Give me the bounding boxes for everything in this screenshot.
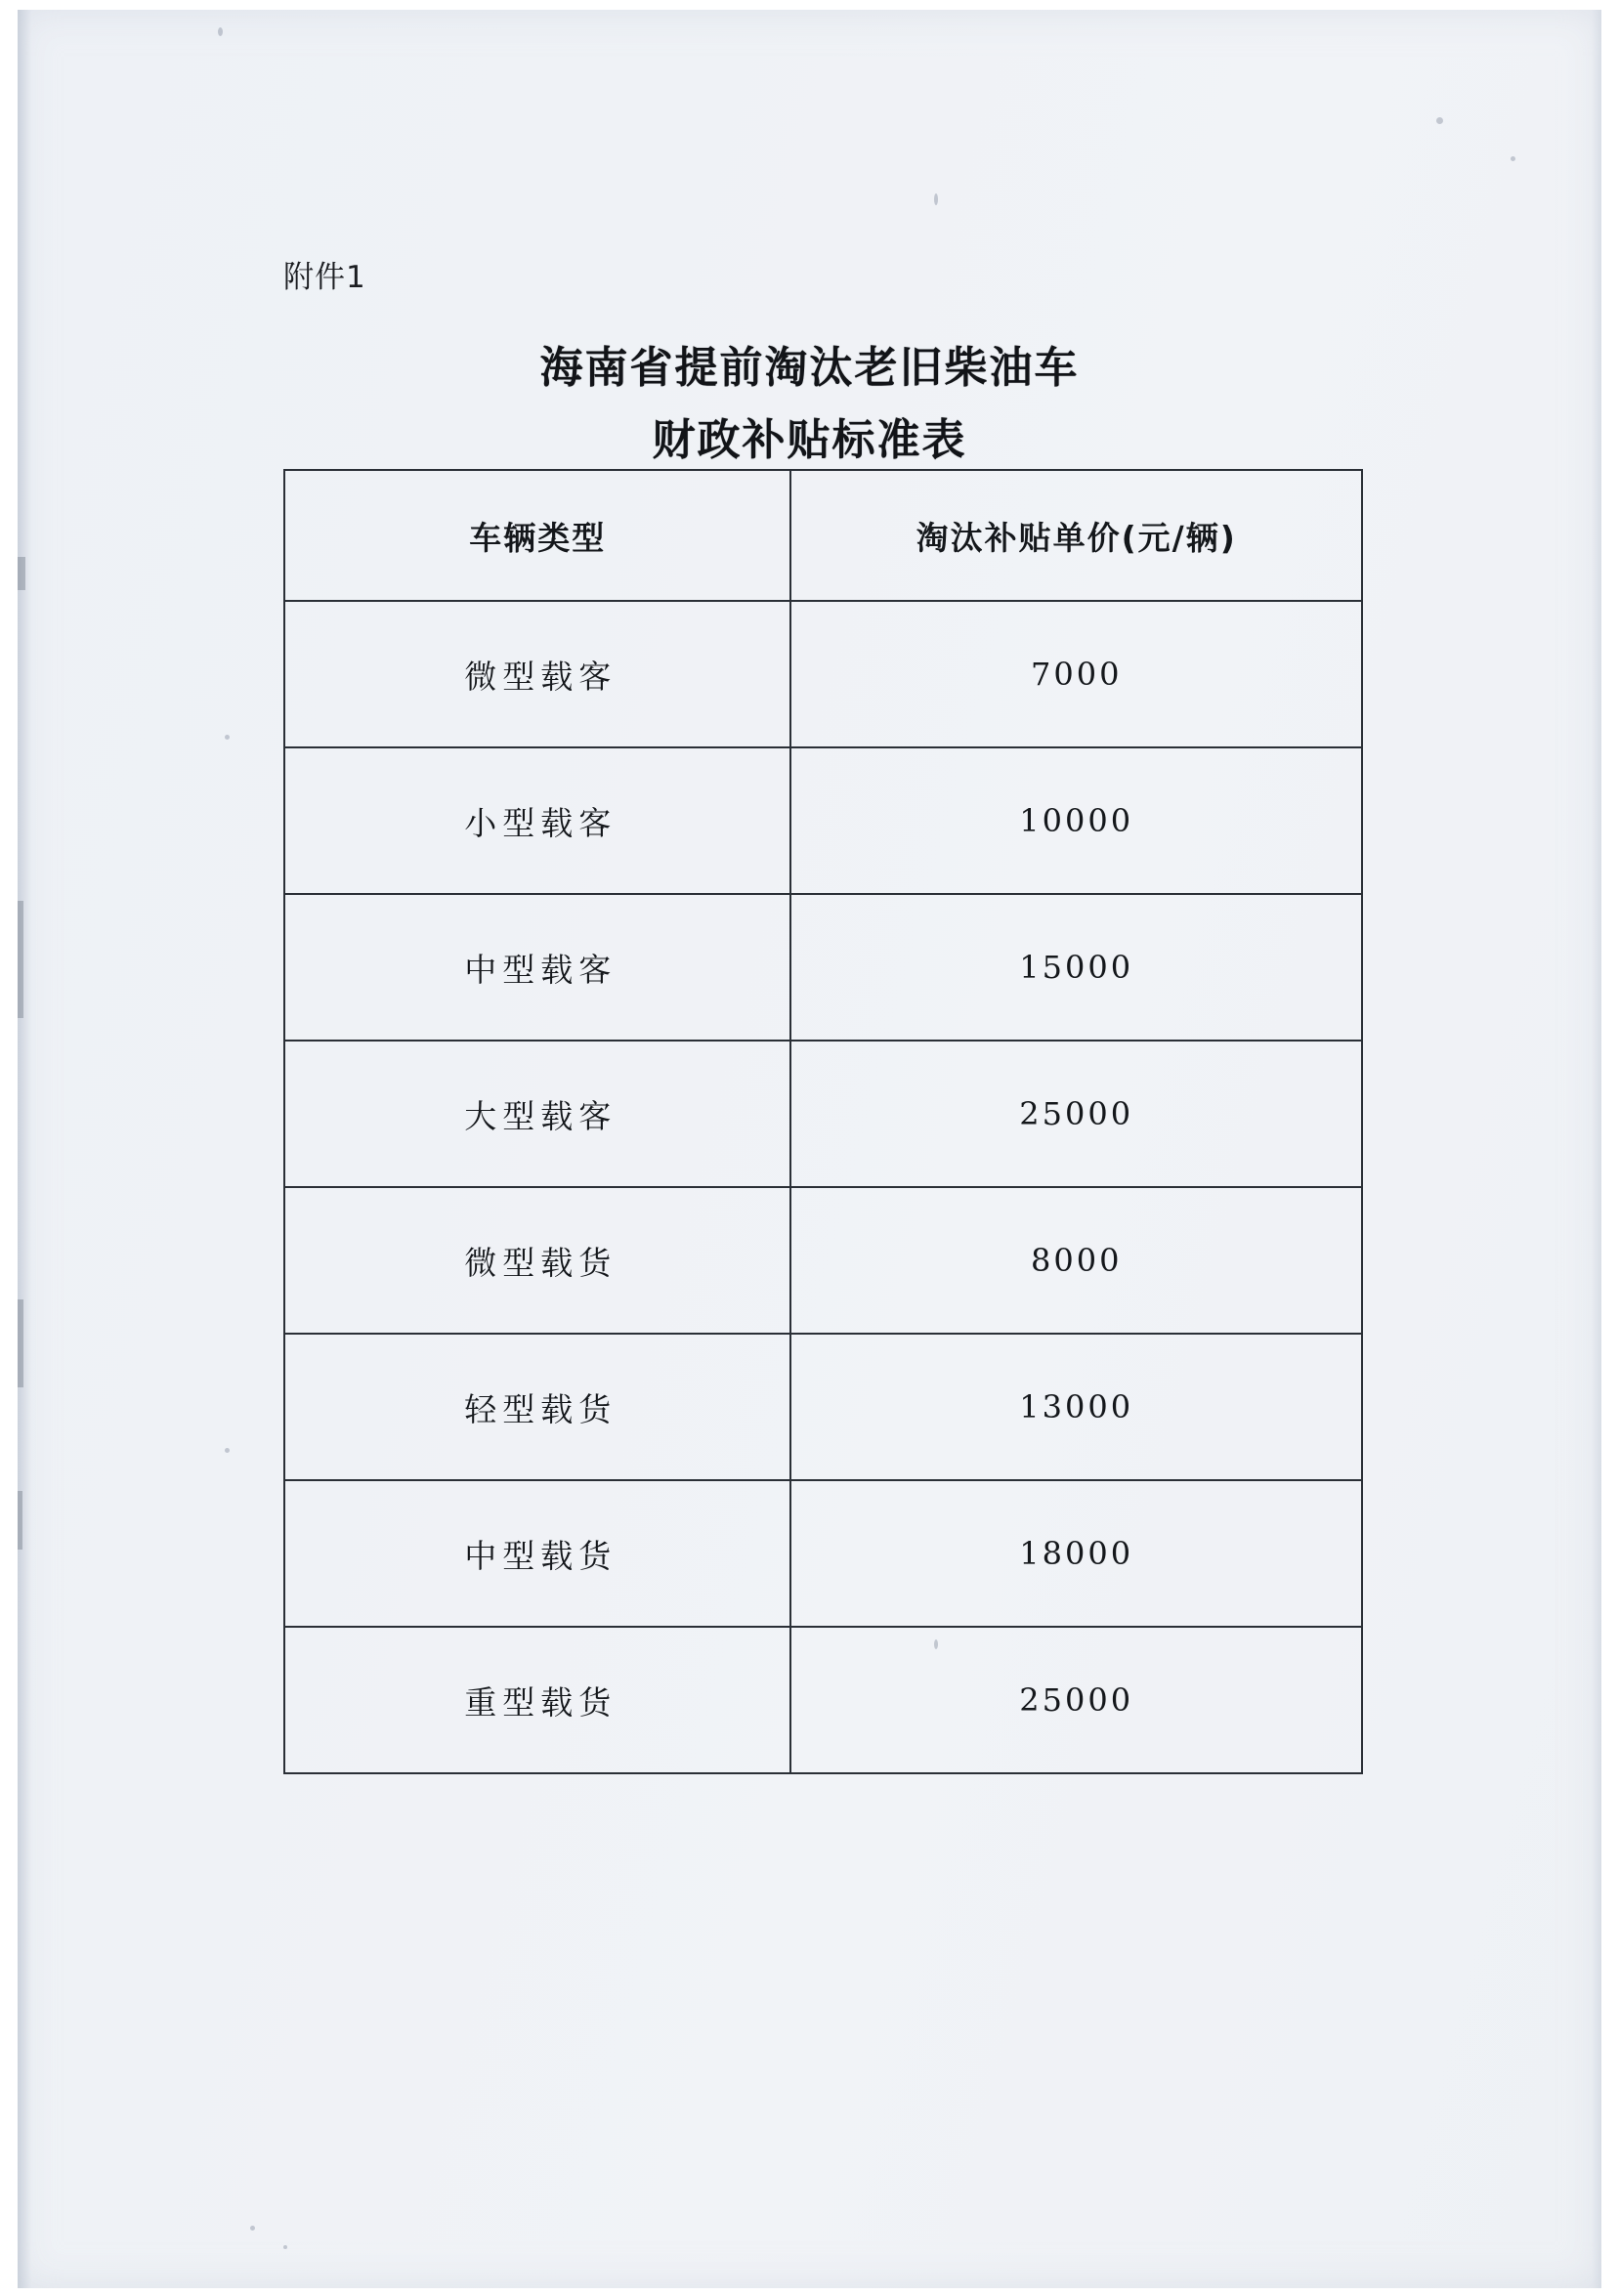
- table-header-row: [284, 470, 1362, 601]
- scan-edge-mark: [18, 1299, 23, 1387]
- scan-edge-mark: [18, 557, 25, 590]
- table-row: [284, 1480, 1362, 1627]
- cell-subsidy-price: 10000: [790, 747, 1362, 894]
- scan-speck: [1436, 117, 1443, 124]
- table-row: [284, 1187, 1362, 1334]
- table-row: [284, 1041, 1362, 1187]
- attachment-label: 附件1: [283, 260, 366, 295]
- table-row: [284, 601, 1362, 747]
- table-row: [284, 1334, 1362, 1480]
- table-row: [284, 1627, 1362, 1773]
- cell-vehicle-type: 重型载货: [284, 1627, 790, 1773]
- cell-subsidy-price: 13000: [790, 1334, 1362, 1480]
- column-header-subsidy-price: 淘汰补贴单价(元/辆): [790, 470, 1362, 601]
- cell-vehicle-type: 微型载货: [284, 1187, 790, 1334]
- scan-edge-mark: [18, 901, 23, 1018]
- scan-speck: [283, 2245, 287, 2249]
- cell-vehicle-type: 大型载客: [284, 1041, 790, 1187]
- cell-vehicle-type: 微型载客: [284, 601, 790, 747]
- cell-subsidy-price: 7000: [790, 601, 1362, 747]
- page-title-line-2: 财政补贴标准表: [652, 415, 967, 465]
- scan-speck: [218, 27, 223, 36]
- cell-subsidy-price: 15000: [790, 894, 1362, 1041]
- page-title-line-1: 海南省提前淘汰老旧柴油车: [539, 343, 1080, 393]
- subsidy-standard-table: [283, 469, 1363, 1774]
- scan-speck: [250, 2226, 255, 2231]
- scan-speck: [225, 1448, 230, 1453]
- scanned-paper: [18, 10, 1601, 2288]
- table-row: [284, 894, 1362, 1041]
- cell-subsidy-price: 8000: [790, 1187, 1362, 1334]
- cell-vehicle-type: 中型载货: [284, 1480, 790, 1627]
- table-row: [284, 747, 1362, 894]
- cell-subsidy-price: 18000: [790, 1480, 1362, 1627]
- cell-subsidy-price: 25000: [790, 1041, 1362, 1187]
- cell-subsidy-price: 25000: [790, 1627, 1362, 1773]
- page-title: [18, 332, 1601, 477]
- cell-vehicle-type: 轻型载货: [284, 1334, 790, 1480]
- scan-speck: [1511, 156, 1515, 161]
- scan-speck: [225, 735, 230, 740]
- cell-vehicle-type: 小型载客: [284, 747, 790, 894]
- column-header-vehicle-type: 车辆类型: [284, 470, 790, 601]
- scan-speck: [934, 193, 938, 205]
- cell-vehicle-type: 中型载客: [284, 894, 790, 1041]
- scan-edge-mark: [18, 1491, 22, 1550]
